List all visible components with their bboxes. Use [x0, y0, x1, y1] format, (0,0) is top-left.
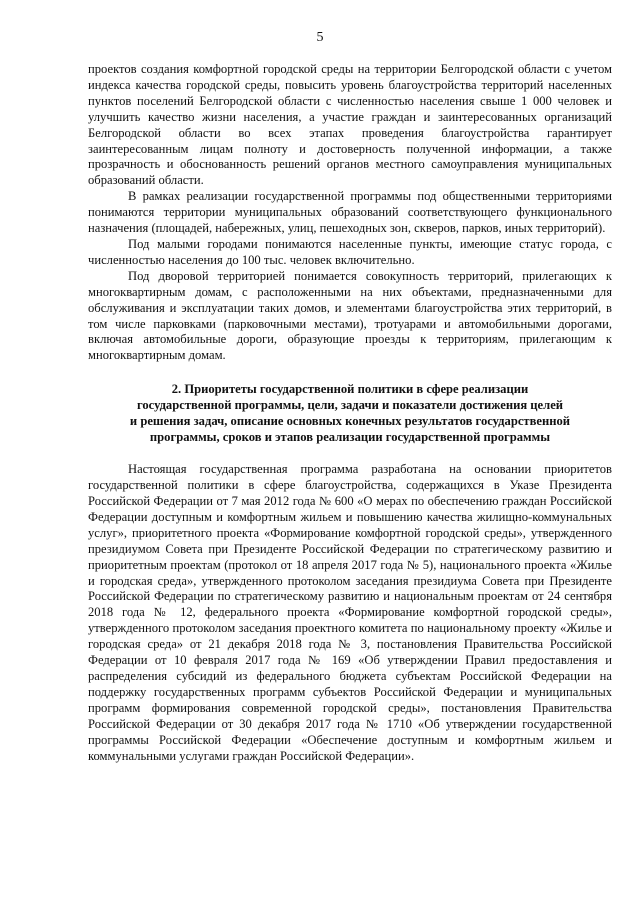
- paragraph-continuation: проектов создания комфортной городской среды на территории Белгородской области с учетом индекса качества городской среды, повысить уровень благоустройства территорий населенных пунктов поселений Белгородской области с численностью населения свыше 1 000 человек и улучшить качество жизни населения, а участие граждан и заинтересованных организаций Белгородской области во всех этапах проведения благоустройства гарантирует заинтересованным лицам полноту и достоверность полученной информации, а также прозрачность и обоснованность решений органов местного самоуправления муниципальных образований области.: [88, 62, 612, 188]
- paragraph-yard-territory: Под дворовой территорией понимается совокупность территорий, прилегающих к многоквартирным домам, с расположенными на них объектами, предназначенными для обслуживания и эксплуатации таких домов, и элементами благоустройства этих территорий, в том числе парковками (парковочными местами), тротуарами и автомобильными дорогами, включая автомобильные дороги, образующие проезды к территориям, прилегающим к многоквартирным домам.: [88, 268, 612, 363]
- section-heading-line: и решения задач, описание основных конечных результатов государственной: [129, 414, 571, 429]
- paragraph-small-towns: Под малыми городами понимаются населенные пункты, имеющие статус города, с численностью населения до 100 тыс. человек включительно.: [88, 236, 612, 267]
- section-heading-line: 2. Приоритеты государственной политики в сфере реализации: [171, 382, 529, 397]
- section-heading: [88, 381, 612, 445]
- page-number: 5: [316, 30, 324, 45]
- section-heading-line: программы, сроков и этапов реализации государственной программы: [149, 430, 551, 445]
- document-body: [88, 62, 612, 764]
- paragraph-program-basis: Настоящая государственная программа разработана на основании приоритетов государственной политики в сфере благоустройства, содержащихся в Указе Президента Российской Федерации от 7 мая 2012 года № 600 «О мерах по обеспечению граждан Российской Федерации доступным и комфортным жильем и повышению качества жилищно-коммунальных услуг», приоритетного проекта «Формирование комфортной городской среды», утвержденного президиумом Совета при Президенте Российской Федерации по стратегическому развитию и приоритетным проектам (протокол от 18 апреля 2017 года № 5), национального проекта «Жилье и городская среда», утвержденного протоколом заседания президиума Совета при Президенте Российской Федерации по стратегическому развитию и национальным проектам от 24 сентября 2018 года № 12, федерального проекта «Формирование комфортной городской среды», утвержденного протоколом заседания проектного комитета по национальному проекту «Жилье и городская среда» от 21 декабря 2018 года № 3, постановления Правительства Российской Федерации от 10 февраля 2017 года № 169 «Об утверждении Правил предоставления и распределения субсидий из федерального бюджета субъектам Российской Федерации на поддержку государственных программ субъектов Российской Федерации и муниципальных программ формирования современной городской среды», постановления Правительства Российской Федерации от 30 декабря 2017 года № 1710 «Об утверждении государственной программы Российской Федерации «Обеспечение доступным и комфортным жильем и коммунальными услугами граждан Российской Федерации».: [88, 462, 612, 763]
- section-heading-line: государственной программы, цели, задачи и показатели достижения целей: [136, 398, 564, 413]
- paragraph-public-territories: В рамках реализации государственной программы под общественными территориями понимаются территории муниципальных образований соответствующего функционального назначения (площадей, набережных, улиц, пешеходных зон, скверов, парков, иных территорий).: [88, 189, 612, 236]
